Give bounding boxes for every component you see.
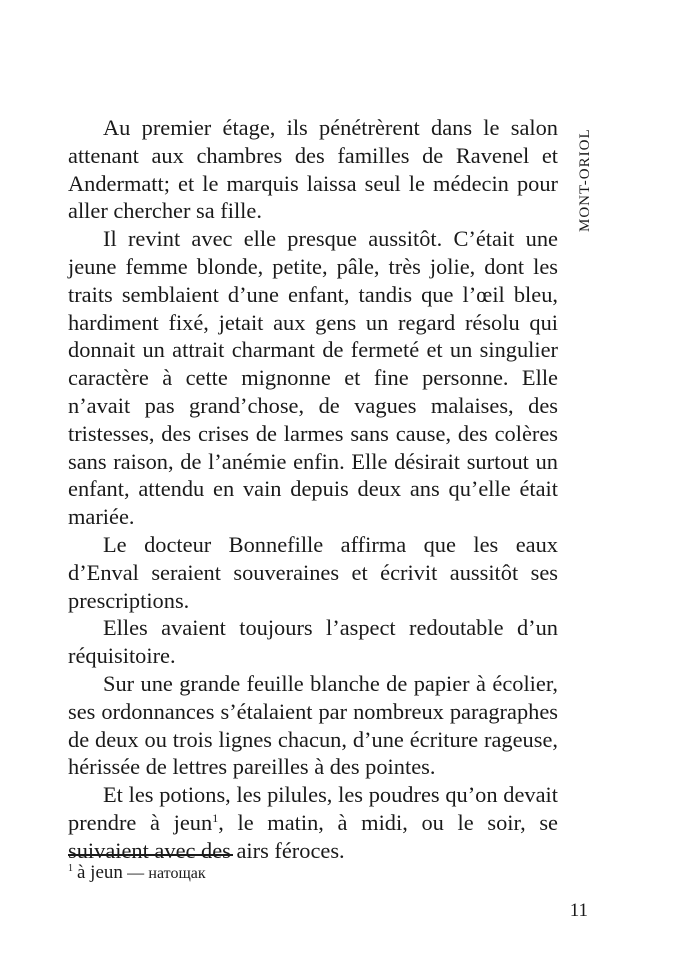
footnote-mark: 1 [68, 863, 73, 874]
footnote-term: à jeun [77, 862, 123, 883]
footnote-translation: натощак [148, 865, 206, 882]
page-number: 11 [569, 900, 588, 921]
paragraph-6-text-before: Et les potions, les pilules, les poudres qu’on devait prendre à jeun [68, 782, 558, 835]
paragraph-6 [68, 781, 558, 864]
footnote-dash: — [127, 863, 145, 882]
footnote [68, 862, 206, 887]
paragraph-4: Elles avaient toujours l’aspect redoutable d’un réquisitoire. [68, 615, 558, 669]
paragraph-3: Le docteur Bonnefille affirma que les eaux d’Enval seraient souveraines et écrivit aussitôt ses prescriptions. [68, 531, 558, 613]
body-text [68, 114, 558, 865]
paragraph-6-text-after: , le matin, à midi, ou le soir, se suivaient avec des airs féroces. [68, 809, 558, 863]
footnote-divider [68, 854, 233, 856]
paragraph-5: Sur une grande feuille blanche de papier à écolier, ses ordonnances s’étalaient par nombreux paragraphes de deux ou trois lignes chacun, d’une écriture rageuse, hérissée de lettres pareilles à des pointes. [68, 670, 558, 780]
running-head: MONT-ORIOL [577, 128, 593, 232]
footnote-reference[interactable]: 1 [212, 810, 219, 825]
paragraph-2: Il revint avec elle presque aussitôt. C’était une jeune femme blonde, petite, pâle, très jolie, dont les traits semblaient d’une enfant, tandis que l’œil bleu, hardiment fixé, jetait aux gens un regard résolu qui donnait un attrait charmant de fermeté et un singulier caractère à cette mignonne et fine personne. Elle n’avait pas grand’chose, de vagues malaises, des tristesses, des crises de larmes sans cause, des colères sans raison, de l’anémie enfin. Elle désirait surtout un enfant, attendu en vain depuis deux ans qu’elle était mariée. [68, 226, 558, 530]
paragraph-1: Au premier étage, ils pénétrèrent dans le salon attenant aux chambres des familles de Ravenel et Andermatt; et le marquis laissa seul le médecin pour aller chercher sa fille. [68, 115, 558, 224]
